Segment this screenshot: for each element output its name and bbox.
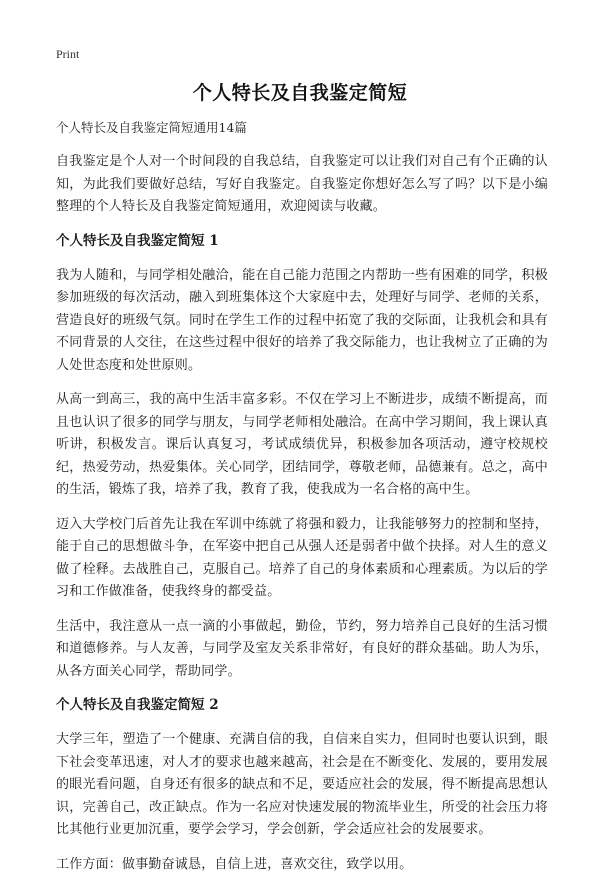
paragraph: 生活中，我注意从一点一滴的小事做起，勤俭，节约，努力培养自己良好的生活习惯和道德修养。与人友善，与同学及室友关系非常好，有良好的群众基础。助人为乐，从各方面关心同学，帮助同学。 [56, 618, 548, 679]
article-body [56, 151, 548, 888]
page-subtitle: 个人特长及自我鉴定简短通用14篇 [56, 120, 247, 135]
section-heading-1: 个人特长及自我鉴定简短 1 [56, 232, 219, 249]
paragraph: 迈入大学校门后首先让我在军训中练就了将强和毅力，让我能够努力的控制和坚持，能于自己的思想做斗争，在军姿中把自己从强人还是弱者中做个抉择。对人生的意义做了栓释。去战胜自己，克服自己。培养了自己的身体素质和心理素质。为以后的学习和工作做准备，使我终身的都受益。 [56, 516, 548, 599]
paragraph: 大学三年，塑造了一个健康、充满自信的我，自信来自实力，但同时也要认识到，眼下社会变革迅速，对人才的要求也越来越高，社会是在不断变化、发展的，要用发展的眼光看问题，自身还有很多的缺点和不足，要适应社会的发展，得不断提高思想认识，完善自己，改正缺点。作为一名应对快速发展的物流毕业生，所受的社会压力将比其他行业更加沉重，要学会学习，学会创新，学会适应社会的发展要求。 [56, 732, 548, 837]
paragraph: 工作方面：做事勤奋诚恳，自信上进，喜欢交往，致学以用。 [56, 856, 413, 872]
paragraph: 从高一到高三，我的高中生活丰富多彩。不仅在学习上不断进步，成绩不断提高，而且也认识了很多的同学与朋友，与同学老师相处融洽。在高中学习期间，我上课认真听讲，积极发言。课后认真复习，考试成绩优异，积极参加各项活动，遵守校规校纪，热爱劳动，热爱集体。关心同学，团结同学，尊敬老师，品德兼有。总之，高中的生活，锻炼了我，培养了我，教育了我，使我成为一名合格的高中生。 [56, 392, 548, 497]
intro-paragraph: 自我鉴定是个人对一个时间段的自我总结，自我鉴定可以让我们对自己有个正确的认知，为此我们要做好总结，写好自我鉴定。自我鉴定你想好怎么写了吗？以下是小编整理的个人特长及自我鉴定简短通用，欢迎阅读与收藏。 [56, 154, 548, 214]
print-link[interactable]: Print [56, 47, 80, 61]
page-title: 个人特长及自我鉴定简短 [192, 82, 408, 104]
paragraph: 我为人随和，与同学相处融洽，能在自己能力范围之内帮助一些有困难的同学，积极参加班级的每次活动，融入到班集体这个大家庭中去，处理好与同学、老师的关系，营造良好的班级气氛。同时在学生工作的过程中拓宽了我的交际面，让我机会和具有不同背景的人交往，在这些过程中很好的培养了我交际能力，也让我树立了正确的为人处世态度和处世原则。 [56, 267, 548, 373]
section-heading-2: 个人特长及自我鉴定简短 2 [56, 697, 219, 713]
